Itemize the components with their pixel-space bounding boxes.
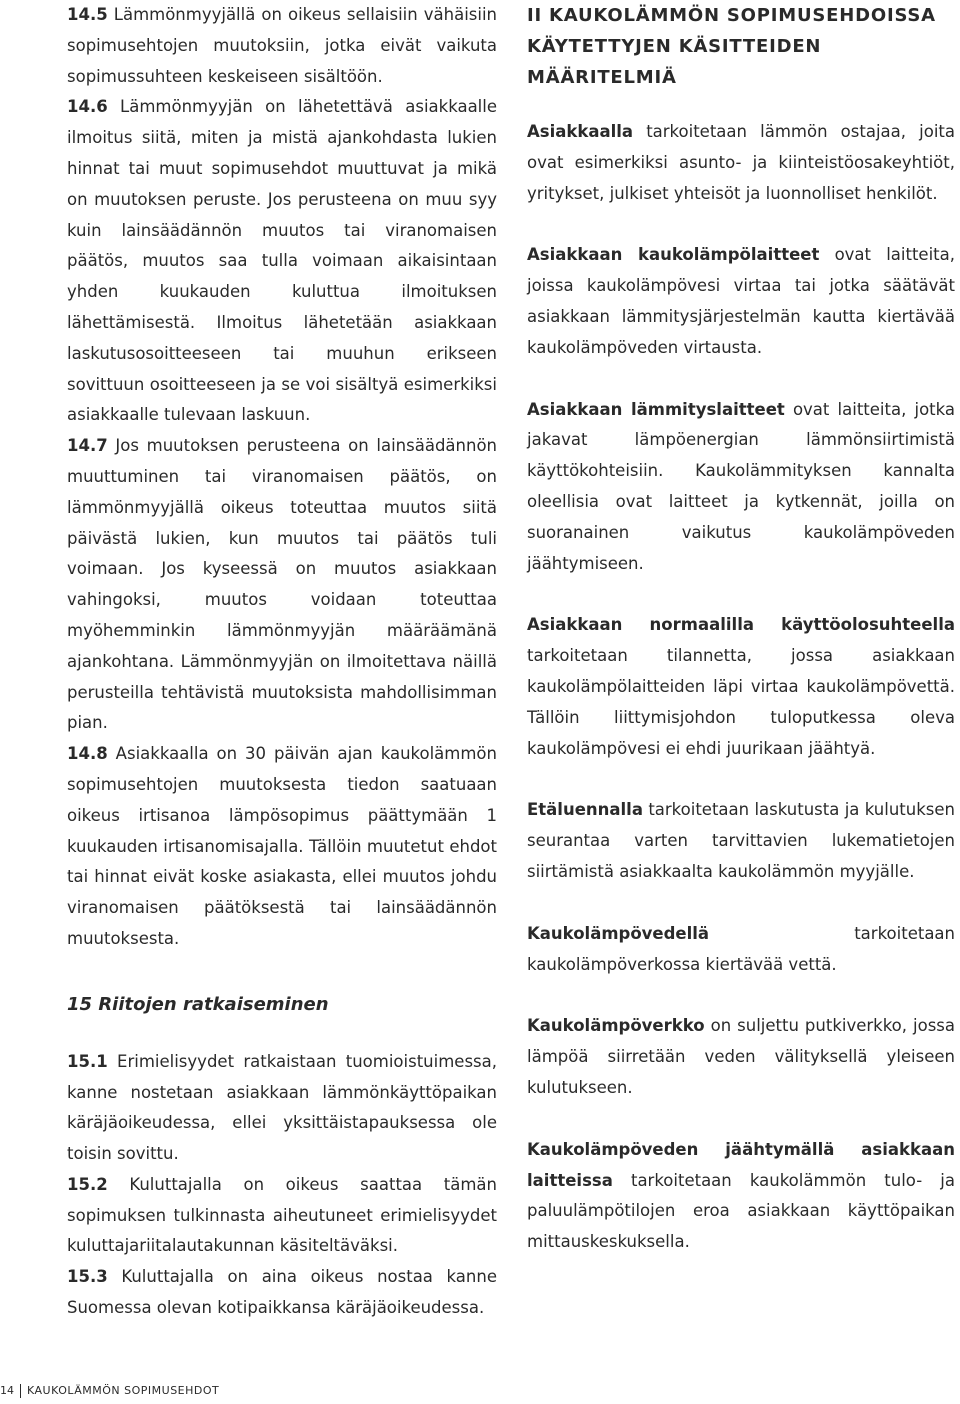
- clause-number: 14.7: [67, 436, 108, 456]
- paragraph-14-5: [67, 0, 497, 92]
- clause-number: 15.2: [67, 1174, 108, 1194]
- page-footer: [0, 1383, 219, 1399]
- definition-text: tarkoitetaan tilannetta, jossa asiakkaan kaukolämpölaitteiden läpi virtaa kaukolämpövettä. Tällöin liittymisjohdon tuloputkessa oleva kaukolämpövesi ei ehdi juurikaan jäähtyä.: [527, 646, 955, 758]
- definition-term: Asiakkaan normaalilla käyttöolosuhteella: [527, 615, 955, 635]
- footer-divider: [20, 1384, 21, 1398]
- clause-text: Lämmönmyyjän on lähetettävä asiakkaalle ilmoitus siitä, miten ja mistä ajankohdasta lukien hinnat tai muut sopimusehdot muuttuvat ja mikä on muutoksen peruste. Jos perusteena on muu syy kuin lainsäädännön muutos tai viranomaisen päätös, muutos saa tulla voimaan aikaisintaan yhden kuukauden kuluttua ilmoituksen lähettämisestä. Ilmoitus lähetetään asiakkaan laskutusosoitteeseen tai muuhun erikseen sovittuun osoitteeseen ja se voi sisältyä esimerkiksi asiakkaalle tulevaan laskuun.: [67, 97, 497, 425]
- paragraph-14-7: [67, 431, 497, 739]
- left-column: [67, 0, 497, 1324]
- definition-text: ovat laitteita, jotka jakavat lämpöenergian lämmönsiirtimistä käyttökohteisiin. Kaukolämmityksen kannalta oleellisia ovat laitteet ja kytkennät, joilla on suoranainen vaikutus kaukolämpöveden jäähtymiseen.: [527, 399, 956, 573]
- definition-lammityslaitteet: [527, 395, 955, 580]
- footer-title: KAUKOLÄMMÖN SOPIMUSEHDOT: [27, 1384, 220, 1397]
- definition-text: ovat laitteita, joissa kaukolämpövesi virtaa tai jotka säätävät asiakkaan lämmitysjärjestelmän kautta kiertävää kaukolämpöveden virtausta.: [527, 245, 955, 357]
- definition-term: Asiakkaan lämmityslaitteet: [527, 399, 785, 419]
- definition-text: on suljettu putkiverkko, jossa lämpöä siirretään veden välityksellä yleiseen kulutukseen.: [527, 1016, 955, 1097]
- definition-term: Asiakkaan kaukolämpölaitteet: [527, 245, 820, 265]
- paragraph-15-2: [67, 1170, 497, 1262]
- clause-number: 15.3: [67, 1267, 108, 1287]
- paragraph-15-1: [67, 1047, 497, 1170]
- definition-normaali-kayttoolosuhde: [527, 610, 955, 764]
- clause-text: Asiakkaalla on 30 päivän ajan kaukolämmön sopimusehtojen muutoksesta tiedon saatuaan oikeus irtisanoa lämpösopimus päättymään 1 kuukauden irtisanomisajalla. Tällöin muutetut ehdot tai hinnat eivät koske asiakasta, ellei muutos johdu viranomaisen päätöksestä tai lainsäädännön muutoksesta.: [67, 744, 497, 948]
- paragraph-14-6: [67, 92, 497, 431]
- definition-kaukolampolaitteet: [527, 240, 955, 363]
- clause-number: 14.5: [67, 5, 108, 24]
- clause-text: Erimielisyydet ratkaistaan tuomioistuimessa, kanne nostetaan asiakkaan lämmönkäyttöpaikan käräjäoikeudessa, ellei yksittäistapauksessa ole toisin sovittu.: [67, 1051, 497, 1164]
- definitions-heading: II KAUKOLÄMMÖN SOPIMUSEHDOISSA KÄYTETTYJEN KÄSITTEIDEN MÄÄRITELMIÄ: [527, 5, 936, 88]
- definition-text: tarkoitetaan lämmön ostajaa, joita ovat esimerkiksi asunto- ja kiinteistöosakeyhtiöt, yritykset, julkiset yhteisöt ja luonnolliset henkilöt.: [527, 122, 955, 203]
- paragraph-15-3: [67, 1262, 497, 1324]
- definition-etaluenta: [527, 795, 955, 887]
- definition-term: Kaukolämpöverkko: [527, 1016, 705, 1036]
- paragraph-14-8: [67, 739, 497, 955]
- definition-jaahtyma: [527, 1135, 955, 1258]
- clause-number: 14.6: [67, 97, 108, 117]
- definition-term: Kaukolämpöveden jäähtymällä asiakkaan laitteissa: [527, 1139, 955, 1190]
- section-15-heading: 15 Riitojen ratkaiseminen: [67, 993, 329, 1015]
- definition-kaukolampoverkko: [527, 1011, 955, 1103]
- clause-text: Jos muutoksen perusteena on lainsäädännön muuttuminen tai viranomaisen päätös, on lämmönmyyjällä oikeus toteuttaa muutos siitä päivästä lukien, kun muutos tai päätös tuli voimaan. Jos kyseessä on muutos asiakkaan vahingoksi, muutos voidaan toteuttaa myöhemminkin lämmönmyyjän määräämänä ajankohtana. Lämmönmyyjän on ilmoitettava näillä perusteilla tehtävistä muutoksista mahdollisimman pian.: [67, 436, 497, 733]
- clause-number: 15.1: [67, 1051, 108, 1071]
- definition-text: tarkoitetaan kaukolämmön tulo- ja paluulämpötilojen eroa asiakkaan käyttöpaikan mittauskeskuksella.: [527, 1170, 955, 1252]
- definition-term: Kaukolämpövedellä: [527, 923, 710, 943]
- right-column: [527, 0, 955, 1289]
- definition-text: tarkoitetaan laskutusta ja kulutuksen seurantaa varten tarvittavien lukematietojen siirtämistä asiakkaalta kaukolämmön myyjälle.: [527, 800, 955, 881]
- page-number: 14: [0, 1384, 14, 1397]
- definition-asiakas: [527, 117, 955, 209]
- definition-text: tarkoitetaan kaukolämpöverkossa kiertävää vettä.: [527, 923, 955, 974]
- clause-text: Lämmönmyyjällä on oikeus sellaisiin vähäisiin sopimusehtojen muutoksiin, jotka eivät vaikuta sopimussuhteen keskeiseen sisältöön.: [67, 5, 497, 86]
- definition-kaukolampovesi: [527, 919, 955, 981]
- clause-text: Kuluttajalla on aina oikeus nostaa kanne Suomessa olevan kotipaikkansa käräjäoikeudessa.: [67, 1267, 497, 1318]
- clause-text: Kuluttajalla on oikeus saattaa tämän sopimuksen tulkinnasta aiheutuneet erimielisyydet kuluttajariitalautakunnan käsiteltäväksi.: [67, 1174, 497, 1256]
- definition-term: Asiakkaalla: [527, 122, 634, 141]
- definition-term: Etäluennalla: [527, 800, 643, 820]
- clause-number: 14.8: [67, 744, 108, 764]
